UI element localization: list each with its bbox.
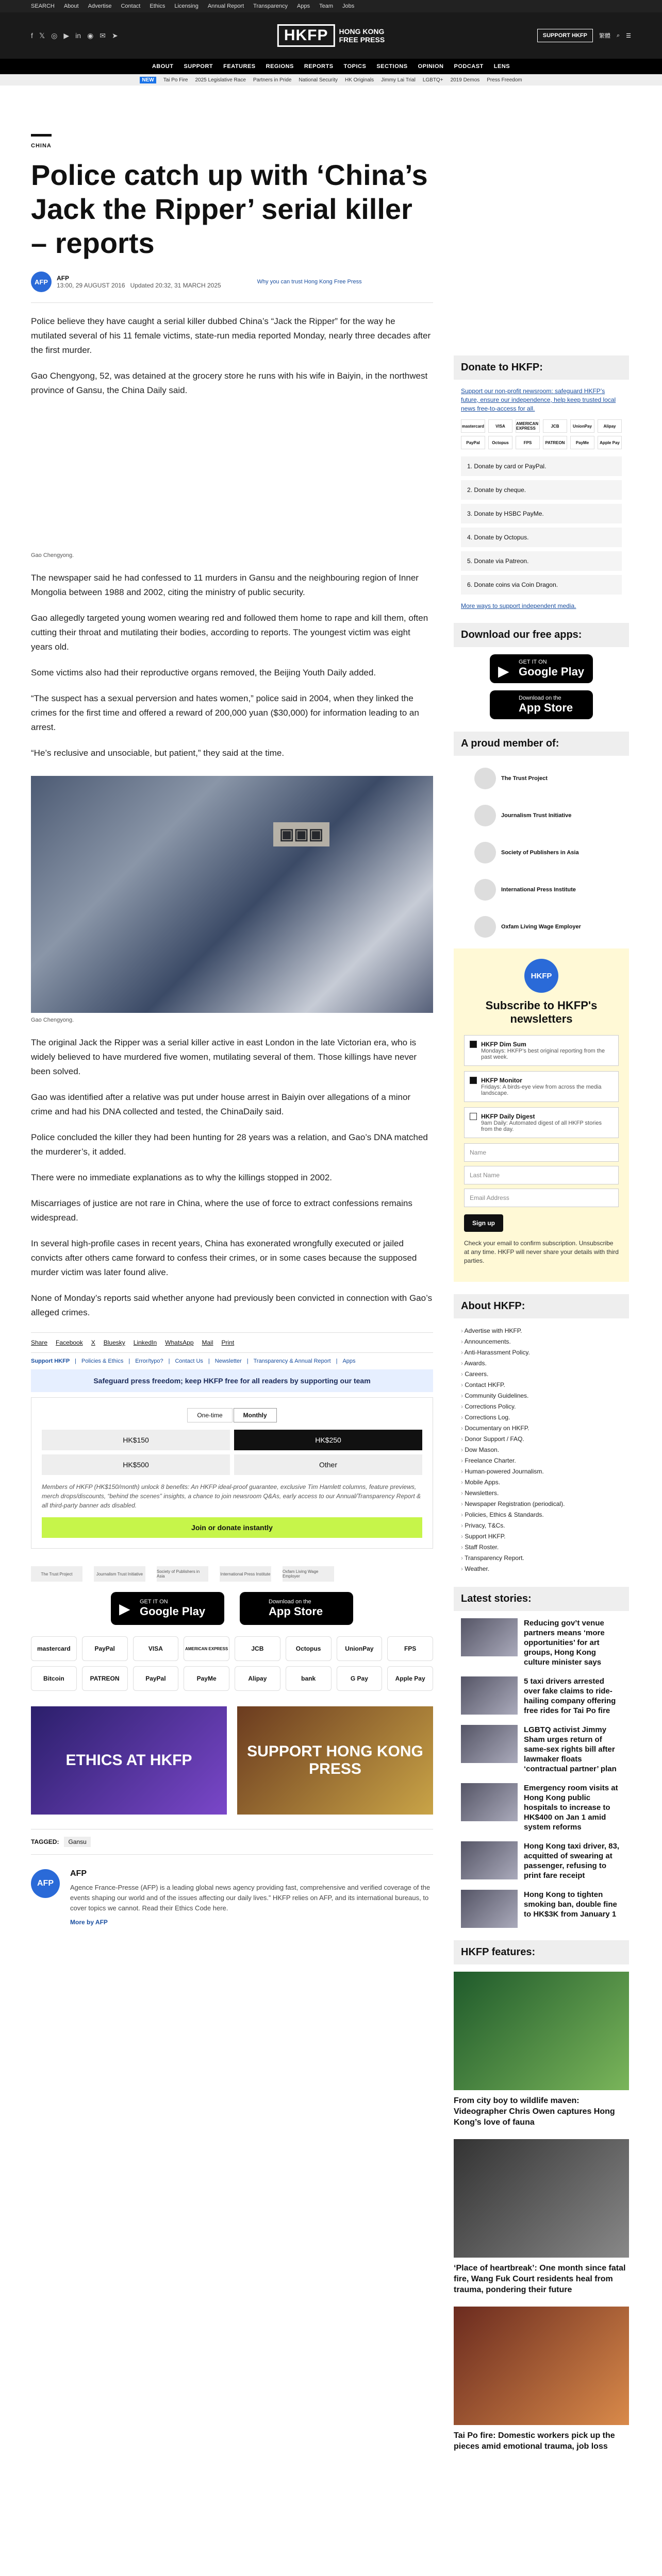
payment-logo: mastercard — [31, 1636, 77, 1661]
footer-link[interactable]: Apps — [342, 1358, 356, 1364]
search-link[interactable]: SEARCH — [31, 3, 55, 9]
paragraph: Police believe they have caught a serial killer dubbed China’s “Jack the Ripper” for the way he mutilated several of his 11 female victims, state-run media reported Monday, nearly three decades after the first murder. — [31, 316, 431, 355]
paragraph: Some victims also had their reproductive organs removed, the Beijing Youth Daily added. — [31, 668, 376, 677]
subnav-item[interactable]: Tai Po Fire — [163, 77, 188, 83]
member-logo[interactable]: Society of Publishers in Asia — [454, 837, 629, 868]
topbar-item-ethics[interactable]: Ethics — [150, 3, 166, 9]
donate-option[interactable]: 4. Donate by Octopus. — [461, 528, 622, 547]
partner-logo[interactable]: The Trust Project — [31, 1566, 82, 1582]
youtube-icon[interactable]: ▶ — [63, 31, 70, 40]
app-store-badges — [31, 1592, 433, 1625]
language-link[interactable]: 繁體 — [599, 33, 610, 39]
name-field[interactable]: Name — [464, 1143, 619, 1162]
paragraph: Miscarriages of justice are not rare in China, where the use of force to extract confessions remains widespread. — [31, 1198, 412, 1223]
footer-link[interactable]: Policies & Ethics — [81, 1358, 124, 1364]
about-item[interactable]: › Announcements. — [461, 1336, 622, 1347]
topbar-item-apps[interactable]: Apps — [297, 3, 310, 9]
paragraph: Gao allegedly targeted young women wearing red and followed them home to rape and kill them, often cutting their throat and mutilating their bodies, according to reports. The youngest victim was eight years old. — [31, 613, 428, 652]
nav-about[interactable]: ABOUT — [152, 63, 174, 70]
subnav-item[interactable]: Jimmy Lai Trial — [381, 77, 416, 83]
facebook-icon[interactable]: f — [31, 31, 33, 40]
nav-support[interactable]: SUPPORT — [184, 63, 213, 70]
partner-logo[interactable]: International Press Institute — [220, 1566, 271, 1582]
author-box-name[interactable]: AFP — [70, 1869, 87, 1878]
logo-line-2: FREE PRESS — [339, 36, 385, 44]
ethics-promo[interactable]: ETHICS AT HKFP — [31, 1706, 227, 1815]
donate-option[interactable]: 5. Donate via Patreon. — [461, 551, 622, 571]
footer-link[interactable]: Transparency & Annual Report — [253, 1358, 331, 1364]
donate-button[interactable]: Join or donate instantly — [42, 1517, 422, 1538]
story-item[interactable]: 5 taxi drivers arrested over fake claims to ride-hailing company offering free rides for Tai Po fire — [461, 1676, 622, 1716]
footer-link[interactable]: Error/typo? — [135, 1358, 163, 1364]
card-logo: PATREON — [543, 436, 567, 449]
payment-logo: bank — [286, 1666, 332, 1691]
about-item[interactable]: › Privacy, T&Cs. — [461, 1520, 622, 1531]
nav-sections[interactable]: SECTIONS — [376, 63, 408, 70]
new-badge: NEW — [140, 77, 156, 83]
payment-logo: Octopus — [286, 1636, 332, 1661]
about-item[interactable]: › Corrections Policy. — [461, 1401, 622, 1412]
last-name-field[interactable]: Last Name — [464, 1166, 619, 1184]
member-perks: Members of HKFP (HK$150/month) unlock 8 benefits: An HKFP ideal-proof guarantee, exclusive Tim Hamlett columns, feature previews, merch drops/discounts, “behind the scenes” insights, a chance to join newsroom Q&As, early access to our Annual/Transparency Report & all third-party banner ads disabled. — [42, 1483, 421, 1509]
donate-options — [461, 456, 622, 595]
google-play-badge[interactable]: ▶ GET IT ON Google Play — [490, 654, 593, 683]
nav-topics[interactable]: TOPICS — [343, 63, 367, 70]
author-box-avatar[interactable]: AFP — [31, 1869, 60, 1898]
share-whatsapp[interactable]: WhatsApp — [165, 1339, 194, 1346]
about-item[interactable]: › Awards. — [461, 1358, 622, 1369]
donate-intro-link[interactable]: Support our non-profit newsroom: safeguard HKFP’s future, ensure our independence, help keep trusted local news free-to-access for all. — [461, 387, 616, 412]
newsletter-note: Check your email to confirm subscription. Unsubscribe at any time. HKFP will never share your details with third parties. — [464, 1240, 619, 1264]
payment-logo: Apple Pay — [387, 1666, 433, 1691]
donate-option[interactable]: 1. Donate by card or PayPal. — [461, 456, 622, 476]
story-item[interactable]: Hong Kong taxi driver, 83, acquitted of swearing at passenger, refusing to print fare receipt — [461, 1841, 622, 1880]
newsletter-option[interactable]: HKFP Dim Sum Mondays: HKFP’s best original reporting from the past week. — [464, 1035, 619, 1066]
share-label: Share — [31, 1339, 48, 1346]
member-logo[interactable]: Oxfam Living Wage Employer — [454, 911, 629, 942]
newsletter-title: Subscribe to HKFP's newsletters — [485, 999, 598, 1025]
feature-title[interactable]: ‘Place of heartbreak’: One month since fatal fire, Wang Fuk Court residents heal from trauma, pondering their future — [454, 2264, 626, 2294]
checkbox[interactable] — [470, 1113, 477, 1120]
share-linkedin[interactable]: LinkedIn — [133, 1339, 157, 1346]
story-item[interactable]: Reducing gov’t venue partners means ‘more opportunities’ for art groups, Hong Kong culture minister says — [461, 1618, 622, 1667]
image-caption: Gao Chengyong. — [31, 1017, 74, 1023]
sidebar — [454, 355, 629, 2463]
instagram-icon[interactable]: ◎ — [51, 31, 58, 40]
newsletter-option[interactable]: HKFP Monitor Fridays: A birds-eye view from across the media landscape. — [464, 1071, 619, 1102]
story-thumbnail — [461, 1618, 518, 1656]
paragraph: None of Monday’s reports said whether anyone had previously been convicted in connection with Gao’s alleged crimes. — [31, 1293, 433, 1317]
paragraph: “The suspect has a sexual perversion and hates women,” police said in 2004, when they linked the crimes for the first time and offered a reward of 200,000 yuan ($30,000) for information leading to an arrest. — [31, 693, 419, 732]
member-logo[interactable]: Journalism Trust Initiative — [454, 800, 629, 831]
latest-stories — [454, 1618, 629, 1928]
payment-logo: PayPal — [133, 1666, 179, 1691]
feature-image[interactable] — [454, 2307, 629, 2425]
app-store-badge[interactable]: Download on the App Store — [490, 690, 593, 719]
about-item[interactable]: › Advertise with HKFP. — [461, 1326, 622, 1336]
site-logo[interactable]: HKFP HONG KONG FREE PRESS — [277, 24, 385, 47]
subnav-item[interactable]: LGBTQ+ — [422, 77, 443, 83]
paragraph: “He’s reclusive and unsociable, but patient,” they said at the time. — [31, 748, 285, 758]
about-item[interactable]: › Weather. — [461, 1564, 622, 1574]
story-thumbnail — [461, 1890, 518, 1928]
paragraph: The original Jack the Ripper was a serial killer active in east London in the late Victorian era, who is widely believed to have murdered five women, mutilating several of them. Those killings have never been solved. — [31, 1038, 417, 1076]
card-logo: VISA — [488, 419, 512, 433]
payment-methods — [31, 1636, 433, 1691]
amount-option-other[interactable]: Other — [234, 1454, 422, 1475]
paragraph: Gao was identified after a relative was put under house arrest in Baiyin over allegations of a minor crime and had his DNA collected and tested, the ChinaDaily said. — [31, 1092, 411, 1116]
paragraph: In several high-profile cases in recent years, China has exonerated wrongfully executed or jailed convicts after others came forward to confess their crimes, or in some cases because the supposed murder victim was later found alive. — [31, 1239, 417, 1277]
topbar-item-licensing[interactable]: Licensing — [174, 3, 198, 9]
logo-line-1: HONG KONG — [339, 27, 385, 36]
apps-heading: Download our free apps: — [454, 623, 629, 647]
footer-link[interactable]: Newsletter — [214, 1358, 242, 1364]
promo-images — [31, 1706, 433, 1815]
about-item[interactable]: › Mobile Apps. — [461, 1477, 622, 1488]
checkbox-checked[interactable] — [470, 1077, 477, 1084]
google-play-icon: ▶ — [498, 663, 509, 679]
card-logo: Octopus — [488, 436, 512, 449]
article-column — [31, 134, 433, 1926]
story-item[interactable]: Emergency room visits at Hong Kong public hospitals to increase to HK$400 on Jan 1 amid system reforms — [461, 1783, 622, 1832]
author-name[interactable]: AFP — [57, 275, 69, 282]
google-play-icon: ▶ — [119, 1601, 130, 1617]
newsletter-signup — [454, 948, 629, 1282]
article-photo — [31, 776, 433, 1013]
feature-title[interactable]: From city boy to wildlife maven: Videographer Chris Owen captures Hong Kong’s love of fauna — [454, 2096, 615, 2127]
support-button[interactable]: SUPPORT HKFP — [537, 29, 593, 42]
about-item[interactable]: › Newspaper Registration (periodical). — [461, 1499, 622, 1510]
sub-nav — [0, 74, 662, 86]
about-item[interactable]: › Community Guidelines. — [461, 1391, 622, 1401]
donate-option[interactable]: 6. Donate coins via Coin Dragon. — [461, 575, 622, 595]
main-nav — [0, 59, 662, 74]
share-bar — [31, 1332, 433, 1353]
site-header — [0, 12, 662, 59]
member-badge-icon — [474, 879, 496, 901]
feature-image[interactable] — [454, 1972, 629, 2090]
subnav-item[interactable]: Partners in Pride — [253, 77, 292, 83]
nav-features[interactable]: FEATURES — [223, 63, 256, 70]
topbar-item-about[interactable]: About — [63, 3, 79, 9]
support-promo[interactable]: SUPPORT HONG KONG PRESS — [237, 1706, 433, 1815]
story-thumbnail — [461, 1783, 518, 1821]
about-item[interactable]: › Careers. — [461, 1369, 622, 1380]
card-logo: FPS — [516, 436, 540, 449]
card-logos — [461, 419, 622, 449]
about-list — [454, 1326, 629, 1574]
payment-logo: UnionPay — [337, 1636, 383, 1661]
payment-logo: G Pay — [337, 1666, 383, 1691]
paragraph: The newspaper said he had confessed to 11 murders in Gansu and the neighbouring region of Inner Mongolia between 1988 and 2002, citing the ministry of public security. — [31, 573, 419, 597]
article-title: Police catch up with ‘China’s Jack the Ripper’ serial killer – reports — [31, 159, 428, 259]
article-body — [31, 314, 433, 1320]
features-heading: HKFP features: — [454, 1940, 629, 1964]
donate-heading: Donate to HKFP: — [454, 355, 629, 380]
donate-widget — [31, 1397, 433, 1549]
payment-logo: FPS — [387, 1636, 433, 1661]
author-avatar[interactable]: AFP — [31, 272, 52, 292]
partner-logos — [31, 1566, 433, 1582]
social-links — [31, 31, 118, 40]
article-footer-links: Support HKFP | Policies & Ethics | Error/typo? | Contact Us | Newsletter | Transparency & Annual Report | Apps — [31, 1358, 356, 1364]
tags-row — [31, 1829, 433, 1855]
app-store-badge[interactable]: Download on the App Store — [240, 1592, 353, 1625]
more-ways-link[interactable]: More ways to support independent media. — [461, 602, 576, 609]
topbar-item-team[interactable]: Team — [319, 3, 333, 9]
twitter-icon[interactable]: 𝕏 — [39, 31, 45, 40]
member-badge-icon — [474, 805, 496, 826]
top-bar — [0, 0, 662, 12]
paragraph: There were no immediate explanations as to why the killings stopped in 2002. — [31, 1173, 333, 1182]
email-icon[interactable]: ✉ — [100, 31, 106, 40]
topbar-item-annual-report[interactable]: Annual Report — [207, 3, 244, 9]
published-date: 13:00, 29 AUGUST 2016 — [57, 282, 125, 289]
embedded-image-placeholder — [31, 409, 433, 548]
about-item[interactable]: › Corrections Log. — [461, 1412, 622, 1423]
payment-logo: Alipay — [235, 1666, 280, 1691]
story-thumbnail — [461, 1725, 518, 1763]
photo-watermark: ▣▣▣ — [273, 822, 329, 846]
tab-monthly[interactable]: Monthly — [234, 1408, 277, 1422]
about-item[interactable]: › Staff Roster. — [461, 1542, 622, 1553]
newsletter-logo: HKFP — [524, 959, 558, 993]
donate-option[interactable]: 3. Donate by HSBC PayMe. — [461, 504, 622, 523]
subnav-item[interactable]: Press Freedom — [487, 77, 522, 83]
member-logo[interactable]: International Press Institute — [454, 874, 629, 905]
subnav-item[interactable]: 2019 Demos — [450, 77, 480, 83]
payment-logo: PayPal — [82, 1636, 128, 1661]
card-logo: Alipay — [598, 419, 622, 433]
story-item[interactable]: Hong Kong to tighten smoking ban, double fine to HK$3K from January 1 — [461, 1890, 622, 1928]
subnav-item[interactable]: National Security — [299, 77, 338, 83]
amount-option[interactable]: HK$150 — [42, 1430, 230, 1450]
about-item[interactable]: › Policies, Ethics & Standards. — [461, 1510, 622, 1520]
paragraph: Police concluded the killer they had been hunting for 28 years was a relation, and Gao’s DNA matched the murderer’s, it added. — [31, 1132, 428, 1157]
member-logo[interactable]: The Trust Project — [454, 763, 629, 794]
about-heading: About HKFP: — [454, 1294, 629, 1318]
share-bluesky[interactable]: Bluesky — [103, 1339, 125, 1346]
story-thumbnail — [461, 1841, 518, 1879]
payment-logo: AMERICAN EXPRESS — [184, 1636, 229, 1661]
nav-podcast[interactable]: PODCAST — [454, 63, 484, 70]
payment-logo: JCB — [235, 1636, 280, 1661]
google-play-badge[interactable]: ▶ GET IT ON Google Play — [111, 1592, 224, 1625]
tab-one-time[interactable]: One-time — [187, 1408, 232, 1422]
partner-logo[interactable]: Society of Publishers in Asia — [157, 1566, 208, 1582]
checkbox-checked[interactable] — [470, 1041, 477, 1048]
about-item[interactable]: › Support HKFP. — [461, 1531, 622, 1542]
updated-date: Updated 20:32, 31 MARCH 2025 — [130, 282, 221, 289]
about-item[interactable]: › Contact HKFP. — [461, 1380, 622, 1391]
topbar-item-contact[interactable]: Contact — [121, 3, 141, 9]
tag-chip[interactable]: Gansu — [64, 1837, 90, 1847]
card-logo: PayMe — [570, 436, 594, 449]
card-logo: PayPal — [461, 436, 485, 449]
member-badge-icon — [474, 768, 496, 789]
about-item[interactable]: › Newsletters. — [461, 1488, 622, 1499]
about-item[interactable]: › Freelance Charter. — [461, 1455, 622, 1466]
about-item[interactable]: › Transparency Report. — [461, 1553, 622, 1564]
card-logo: AMERICAN EXPRESS — [516, 419, 540, 433]
topbar-item-advertise[interactable]: Advertise — [88, 3, 112, 9]
author-box — [31, 1869, 433, 1926]
telegram-icon[interactable]: ➤ — [112, 31, 118, 40]
partner-logo[interactable]: Journalism Trust Initiative — [94, 1566, 145, 1582]
topbar-item-jobs[interactable]: Jobs — [342, 3, 355, 9]
nav-opinion[interactable]: OPINION — [418, 63, 444, 70]
amount-option-selected[interactable]: HK$250 — [234, 1430, 422, 1450]
card-logo: UnionPay — [570, 419, 594, 433]
about-item[interactable]: › Anti-Harassment Policy. — [461, 1347, 622, 1358]
menu-icon[interactable]: ☰ — [626, 32, 631, 39]
share-x[interactable]: X — [91, 1339, 95, 1346]
donate-option[interactable]: 2. Donate by cheque. — [461, 480, 622, 500]
member-badge-icon — [474, 916, 496, 938]
footer-link[interactable]: Contact Us — [175, 1358, 203, 1364]
support-promo-banner[interactable]: Safeguard press freedom; keep HKFP free for all readers by supporting our team — [31, 1369, 433, 1392]
latest-heading: Latest stories: — [454, 1587, 629, 1611]
member-heading: A proud member of: — [454, 732, 629, 756]
image-caption: Gao Chengyong. — [31, 552, 74, 558]
nav-lens[interactable]: LENS — [493, 63, 510, 70]
subnav-item[interactable]: HK Originals — [344, 77, 374, 83]
tagged-label: TAGGED: — [31, 1838, 59, 1845]
about-item[interactable]: › Dow Mason. — [461, 1445, 622, 1455]
card-logo: Apple Pay — [598, 436, 622, 449]
about-item[interactable]: › Donor Support / FAQ. — [461, 1434, 622, 1445]
share-print[interactable]: Print — [221, 1339, 235, 1346]
payment-logo: PATREON — [82, 1666, 128, 1691]
topbar-item-transparency[interactable]: Transparency — [253, 3, 288, 9]
rss-icon[interactable]: ◉ — [87, 31, 94, 40]
amount-option[interactable]: HK$500 — [42, 1454, 230, 1475]
signup-button[interactable]: Sign up — [464, 1214, 503, 1232]
share-facebook[interactable]: Facebook — [56, 1339, 83, 1346]
article-category[interactable]: CHINA — [31, 143, 52, 149]
category-rule — [31, 134, 52, 137]
search-icon[interactable]: ⌕ — [616, 32, 620, 39]
about-item[interactable]: › Human-powered Journalism. — [461, 1466, 622, 1477]
partner-logo[interactable]: Oxfam Living Wage Employer — [283, 1566, 334, 1582]
payment-logo: PayMe — [184, 1666, 229, 1691]
nav-regions[interactable]: REGIONS — [266, 63, 294, 70]
features-list — [454, 1972, 629, 2452]
card-logo: JCB — [543, 419, 567, 433]
card-logo: mastercard — [461, 419, 485, 433]
member-logos — [454, 763, 629, 942]
payment-logo: Bitcoin — [31, 1666, 77, 1691]
footer-link[interactable]: Support HKFP — [31, 1358, 70, 1364]
subnav-item[interactable]: 2025 Legislative Race — [195, 77, 246, 83]
story-thumbnail — [461, 1676, 518, 1715]
trust-link[interactable]: Why you can trust Hong Kong Free Press — [257, 279, 362, 285]
share-mail[interactable]: Mail — [202, 1339, 213, 1346]
email-field[interactable]: Email Address — [464, 1189, 619, 1207]
byline — [31, 272, 433, 303]
more-by-author-link[interactable]: More by AFP — [70, 1919, 108, 1926]
member-badge-icon — [474, 842, 496, 863]
nav-reports[interactable]: REPORTS — [304, 63, 334, 70]
linkedin-icon[interactable]: in — [75, 31, 81, 40]
author-bio: Agence France-Presse (AFP) is a leading global news agency providing fast, comprehensive and verified coverage of the events shaping our world and of the issues affecting our daily lives.” HKFP relies on AFP, and its international bureaus, to cover topics we cannot. Read their Ethics Code here. — [70, 1884, 431, 1912]
paragraph: Gao Chengyong, 52, was detained at the grocery store he runs with his wife in Baiyin, in the northwest province of Gansu, the China Daily said. — [31, 371, 428, 395]
feature-title[interactable]: Tai Po fire: Domestic workers pick up the pieces amid emotional trauma, job loss — [454, 2431, 615, 2451]
newsletter-option[interactable]: HKFP Daily Digest 9am Daily: Automated digest of all HKFP stories from the day. — [464, 1107, 619, 1138]
feature-image[interactable] — [454, 2139, 629, 2258]
about-item[interactable]: › Documentary on HKFP. — [461, 1423, 622, 1434]
story-item[interactable]: LGBTQ activist Jimmy Sham urges return of same-sex rights bill after lawmaker floats ‘contractual partner’ plan — [461, 1725, 622, 1774]
payment-logo: VISA — [133, 1636, 179, 1661]
